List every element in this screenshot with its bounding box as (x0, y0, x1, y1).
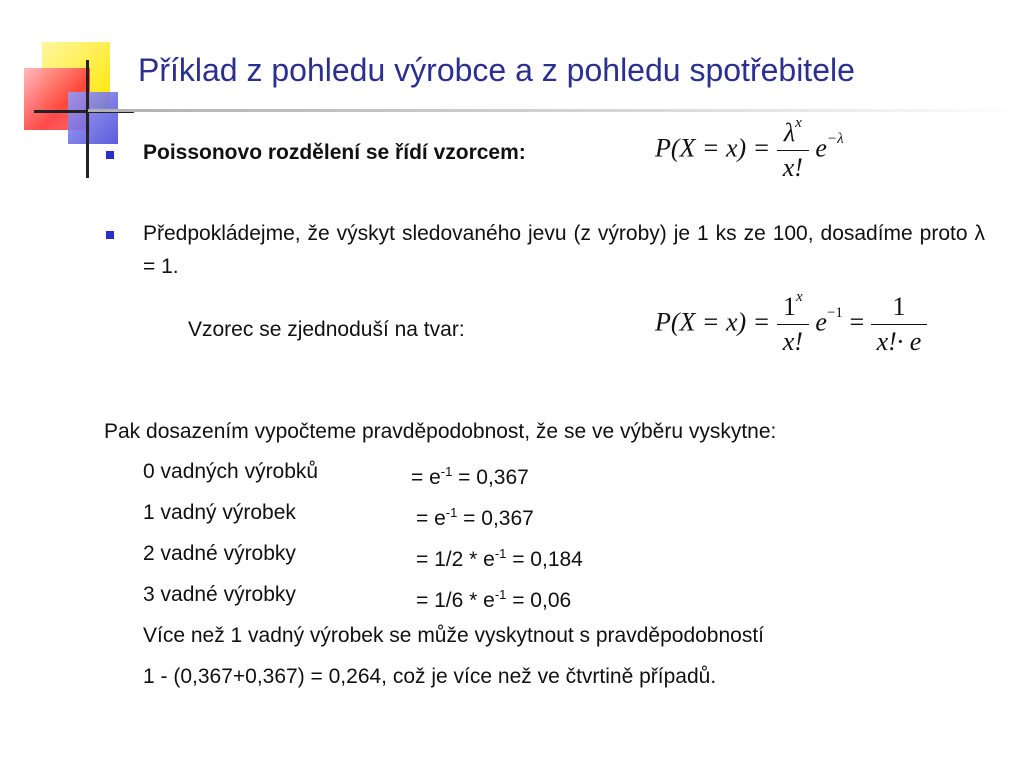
simplified-formula (655, 289, 927, 357)
result-prefix-3: = 1/6 * e (416, 589, 495, 612)
formula1-num-exp: x (795, 115, 802, 132)
formula2-den: x! (782, 327, 803, 356)
poisson-formula (655, 115, 844, 183)
slide-title: Příklad z pohledu výrobce a z pohledu spotřebitele (138, 52, 855, 88)
title-underline (88, 109, 1024, 112)
bullet-text-poisson: Poissonovo rozdělení se řídí vzorcem: (143, 141, 526, 164)
formula1-fraction (777, 115, 809, 183)
result-exp-3: -1 (494, 587, 507, 602)
formula2-lhs: P(X = x) = (655, 307, 771, 337)
result-row-1 (143, 496, 296, 529)
formula2-equals: = (849, 307, 865, 337)
simplify-label: Vzorec se zjednoduší na tvar: (188, 318, 465, 341)
formula1-den: x! (782, 153, 803, 182)
formula1-exp-sup: −λ (826, 130, 844, 147)
result-row-3 (143, 578, 296, 611)
result-row-0 (143, 455, 318, 488)
result-suffix-2: = 0,184 (506, 548, 583, 571)
result-exp-0: -1 (440, 464, 453, 479)
result-row-2 (143, 537, 296, 570)
result-label-1: 1 vadný výrobek (143, 501, 296, 524)
formula2-fraction-2 (871, 292, 928, 357)
formula1-lhs: P(X = x) = (655, 133, 771, 163)
result-value-1 (416, 496, 534, 535)
result-prefix-1: = e (416, 507, 446, 530)
formula2-exp-base: e (815, 307, 827, 337)
formula2-fraction-1 (777, 289, 809, 357)
formula2-num-exp: x (795, 289, 803, 306)
bullet-marker-1 (106, 151, 114, 159)
intro-text: Pak dosazením vypočteme pravděpodobnost, že se ve výběru vyskytne: (104, 420, 777, 443)
bullet-marker-2 (106, 231, 114, 239)
formula2-exp-sup: −1 (826, 304, 843, 321)
result-value-2 (416, 537, 583, 576)
vertical-line-decoration (86, 60, 89, 178)
result-label-0: 0 vadných výrobků (143, 460, 319, 483)
result-prefix-0: = e (411, 466, 441, 489)
conclusion-line-1: Více než 1 vadný výrobek se může vyskytnout s pravděpodobností (143, 624, 765, 647)
formula1-num-base: λ (783, 118, 796, 147)
result-label-3: 3 vadné výrobky (143, 583, 296, 606)
bullet-text-assumption: Předpokládejme, že výskyt sledovaného jevu (z výroby) je 1 ks ze 100, dosadíme proto λ = 1. (143, 222, 985, 278)
conclusion-line-2: 1 - (0,367+0,367) = 0,264, což je více než ve čtvrtině případů. (143, 665, 717, 688)
result-suffix-0: = 0,367 (452, 466, 529, 489)
formula2-num2: 1 (871, 292, 928, 325)
result-suffix-1: = 0,367 (457, 507, 534, 530)
result-value-0 (411, 455, 529, 494)
result-prefix-2: = 1/2 * e (416, 548, 495, 571)
result-exp-1: -1 (445, 505, 458, 520)
result-exp-2: -1 (494, 546, 507, 561)
blue-square-decoration (68, 92, 118, 144)
result-label-2: 2 vadné výrobky (143, 542, 296, 565)
result-suffix-3: = 0,06 (506, 589, 572, 612)
formula2-den2: x!· e (876, 327, 922, 356)
formula1-exp-base: e (815, 133, 827, 163)
result-value-3 (416, 578, 571, 617)
formula2-num-base: 1 (782, 292, 796, 321)
